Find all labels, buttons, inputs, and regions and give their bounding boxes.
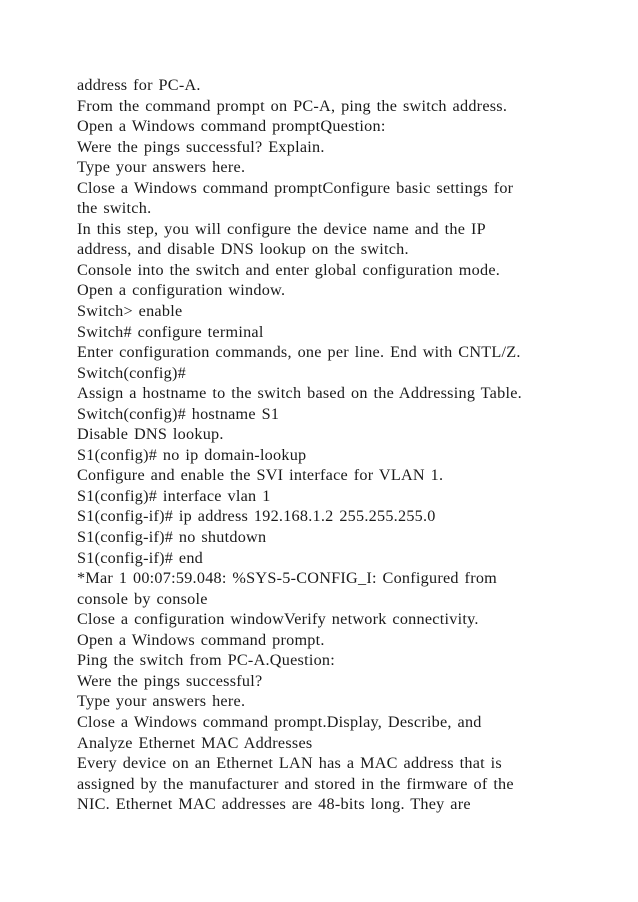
text-line: Were the pings successful? Explain. (77, 137, 325, 156)
text-line: Open a Windows command prompt. (77, 630, 325, 649)
section-heading: Analyze Ethernet MAC Addresses (77, 733, 313, 752)
command-line: S1(config-if)# end (77, 548, 204, 567)
text-line: From the command prompt on PC-A, ping the switch address. (77, 96, 508, 115)
text-line: Open a configuration window. (77, 281, 286, 300)
text-line: Configure and enable the SVI interface for VLAN 1. (77, 466, 444, 485)
text-line: address for PC-A. (77, 76, 201, 94)
text-line: Close a Windows command prompt.Display, Describe, and (77, 712, 482, 731)
text-line: Close a configuration windowVerify network connectivity. (77, 610, 479, 629)
text-line: Every device on an Ethernet LAN has a MAC address that is (77, 754, 502, 773)
text-line: NIC. Ethernet MAC addresses are 48-bits long. They are (77, 795, 471, 814)
command-line: Switch> enable (77, 302, 183, 321)
command-line: S1(config-if)# no shutdown (77, 528, 267, 547)
text-line: Type your answers here. (77, 158, 246, 177)
command-line: S1(config-if)# ip address 192.168.1.2 255.255.255.0 (77, 507, 436, 526)
text-line: the switch. (77, 199, 152, 218)
text-line: Were the pings successful? (77, 671, 263, 690)
log-line: *Mar 1 00:07:59.048: %SYS-5-CONFIG_I: Configured from (77, 569, 498, 588)
command-line: Switch(config)# (77, 363, 186, 382)
command-line: S1(config)# no ip domain-lookup (77, 445, 307, 464)
text-line: Console into the switch and enter global configuration mode. (77, 260, 501, 279)
document-body (77, 75, 617, 815)
text-line: In this step, you will configure the device name and the IP (77, 219, 486, 238)
text-line: assigned by the manufacturer and stored in the firmware of the (77, 774, 514, 793)
text-line: Enter configuration commands, one per line. End with CNTL/Z. (77, 343, 521, 362)
text-line: Assign a hostname to the switch based on the Addressing Table. (77, 384, 522, 403)
text-line: Close a Windows command promptConfigure basic settings for (77, 178, 514, 197)
text-line: Disable DNS lookup. (77, 425, 224, 444)
log-line: console by console (77, 589, 208, 608)
command-line: Switch(config)# hostname S1 (77, 404, 280, 423)
text-line: address, and disable DNS lookup on the switch. (77, 240, 409, 259)
command-line: S1(config)# interface vlan 1 (77, 486, 271, 505)
text-line: Ping the switch from PC-A.Question: (77, 651, 336, 670)
text-line: Type your answers here. (77, 692, 246, 711)
text-line: Open a Windows command promptQuestion: (77, 117, 386, 136)
command-line: Switch# configure terminal (77, 322, 264, 341)
